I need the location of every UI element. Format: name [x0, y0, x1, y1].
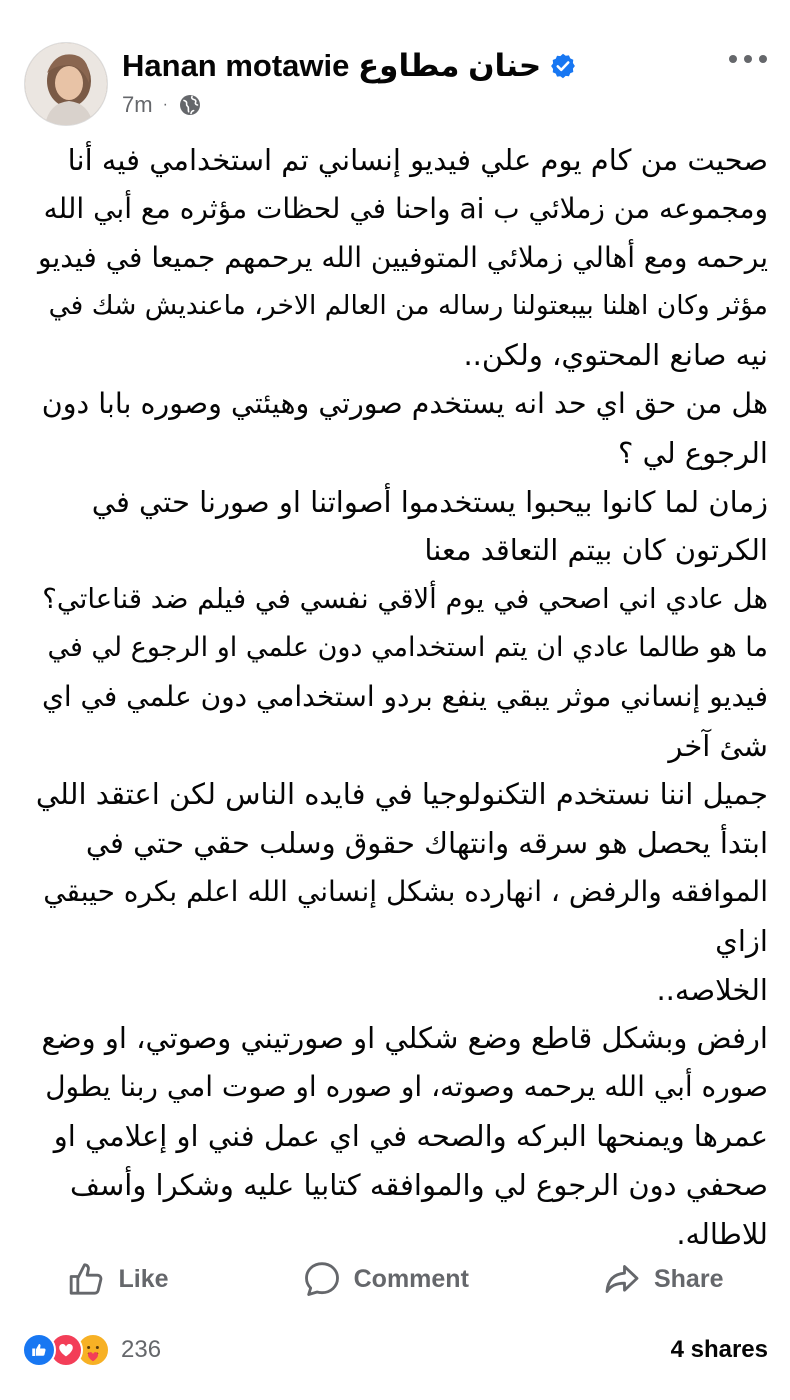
post-text-line: ومجموعه من زملائي ب ai واحنا في لحظات مؤثره مع أبي الله — [43, 191, 768, 225]
avatar[interactable] — [24, 42, 108, 126]
avatar-image — [25, 43, 107, 125]
post-text-line: شئ آخر — [668, 728, 768, 763]
post-text-line: يرحمه ومع أهالي زملائي المتوفيين الله يرحمهم جميعا في فيديو — [38, 240, 768, 274]
post-actions — [0, 1250, 790, 1308]
reactions-summary[interactable] — [22, 1333, 161, 1367]
shares-count[interactable]: 4 shares — [670, 1336, 768, 1363]
post-text-line: عمرها ويمنحها البركه والصحه في اي عمل فني او إعلامي او — [53, 1118, 768, 1153]
more-dots-icon — [728, 54, 768, 64]
share-label: Share — [653, 1264, 724, 1293]
post-text-line: هل من حق اي حد انه يستخدم صورتي وهيئتي وصوره بابا دون — [41, 386, 768, 420]
post-text-line: ابتدأ يحصل هو سرقه وانتهاك حقوق وسلب حقي حتي في — [85, 826, 768, 861]
post-text-line: نيه صانع المحتوي، ولكن.. — [463, 338, 768, 373]
post-text-line: للاطاله. — [676, 1216, 768, 1251]
like-button[interactable] — [45, 1259, 191, 1299]
post-text-line: ازاي — [715, 923, 768, 958]
globe-icon[interactable] — [178, 93, 202, 117]
author-row — [122, 46, 577, 86]
verified-badge-icon — [549, 52, 577, 80]
more-options-button[interactable] — [726, 44, 770, 74]
share-arrow-icon — [602, 1259, 642, 1299]
post-text-line: الخلاصه.. — [656, 972, 768, 1007]
post-text-line: صحيت من كام يوم علي فيديو إنساني تم استخدامي فيه أنا — [67, 143, 768, 177]
post-text-line: الكرتون كان بيتم التعاقد معنا — [424, 533, 768, 568]
post-text-line: جميل اننا نستخدم التكنولوجيا في فايده الناس لكن اعتقد اللي — [35, 777, 768, 812]
comment-icon — [302, 1259, 342, 1299]
post-text-line: مؤثر وكان اهلنا بيبعتولنا رساله من العالم الاخر، ماعنديش شك في — [48, 290, 768, 322]
post-text-line: صوره أبي الله يرحمه وصوته، او صوره او صوت امي ربنا يطول — [45, 1070, 768, 1104]
post-text-line: ما هو طالما عادي ان يتم استخدامي دون علمي او الرجوع لي في — [47, 631, 768, 663]
post-text-line: هل عادي اني اصحي في يوم ألاقي نفسي في فيلم ضد قناعاتي؟ — [42, 583, 768, 616]
post-text-line: فيديو إنساني موثر يبقي ينفع بردو استخدامي دون علمي في اي — [41, 679, 768, 713]
post-footer — [22, 1328, 768, 1372]
reaction-count: 236 — [121, 1336, 162, 1363]
like-reaction-icon — [22, 1333, 56, 1367]
author-name[interactable]: Hanan motawie حنان مطاوع — [122, 48, 542, 83]
post-text-line: الموافقه والرفض ، انهارده بشكل إنساني الله اعلم بكره حيبقي — [43, 874, 768, 908]
post-text — [36, 136, 768, 1258]
post-text-line: زمان لما كانوا بيحبوا يستخدموا أصواتنا او صورنا حتي في — [91, 484, 768, 519]
comment-label: Comment — [353, 1264, 469, 1293]
post-text-line: صحفي دون الرجوع لي والموافقه كتابيا عليه وشكرا وأسف — [69, 1167, 768, 1202]
meta-separator: · — [162, 96, 168, 113]
like-label: Like — [118, 1264, 169, 1293]
share-button[interactable] — [580, 1259, 745, 1299]
post-meta — [122, 92, 202, 118]
comment-button[interactable] — [280, 1259, 491, 1299]
post-time[interactable]: 7m — [122, 92, 153, 117]
thumbs-up-icon — [67, 1259, 107, 1299]
post-text-line: ارفض وبشكل قاطع وضع شكلي او صورتيني وصوتي، او وضع — [41, 1021, 768, 1056]
post-text-line: الرجوع لي ؟ — [618, 435, 768, 470]
